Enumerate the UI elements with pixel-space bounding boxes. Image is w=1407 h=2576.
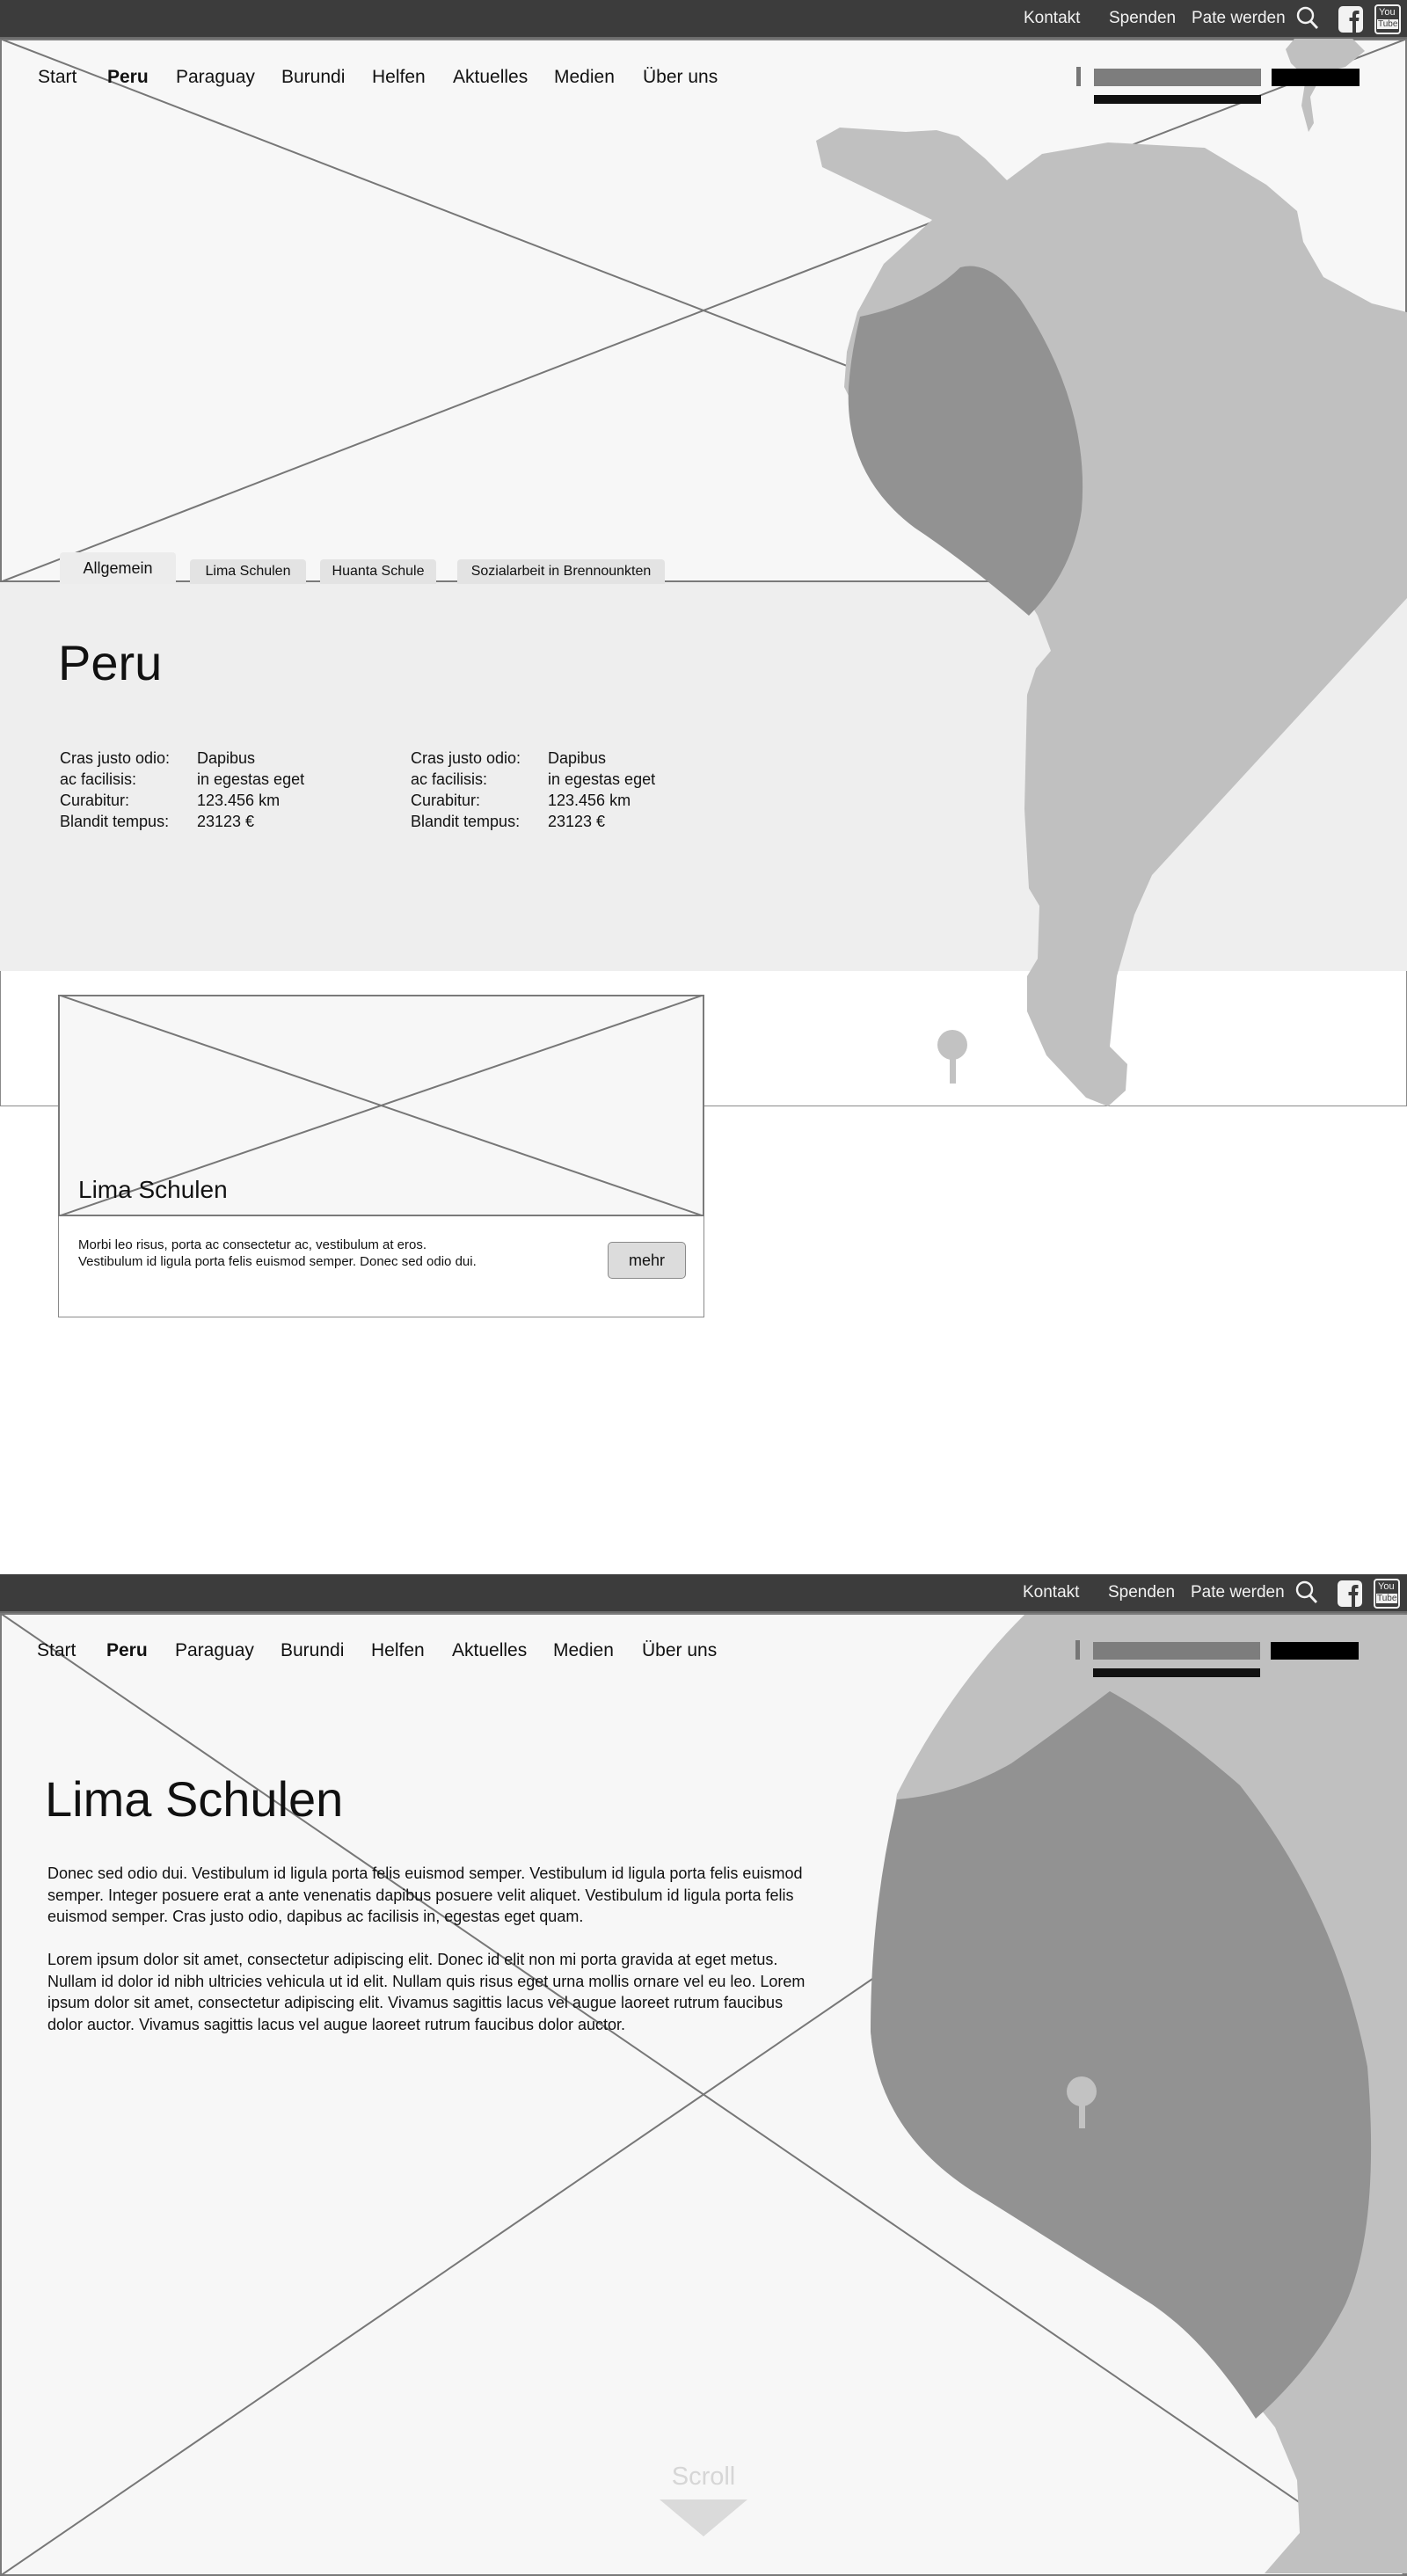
nav-item-start[interactable]: Start <box>38 67 77 87</box>
teaser-text: Morbi leo risus, porta ac consectetur ac, vestibulum at eros. Vestibulum id ligula porta felis euismod semper. Donec sed odio dui. <box>78 1237 477 1269</box>
body-paragraph: Lorem ipsum dolor sit amet, consectetur adipiscing elit. Donec id elit non mi porta gravida at eget metus. Nullam id dolor id nibh ultricies vehicula ut id elit. Nullam quis risus eget urna mollis ornare vel eu leo. Lorem ipsum dolor sit amet, consectetur adipiscing elit. Vivamus sagittis lacus vel augue laoreet rutrum faucibus dolor auctor. Vivamus sagittis lacus vel augue laoreet rutrum faucibus dolor auctor. <box>47 1951 806 2033</box>
nav-item-ueber-uns[interactable]: Über uns <box>643 67 718 87</box>
facebook-icon[interactable] <box>1337 1580 1363 1608</box>
search-cursor-mark <box>1076 67 1081 86</box>
nav-item-aktuelles[interactable]: Aktuelles <box>452 1640 528 1660</box>
more-button[interactable]: mehr <box>608 1242 686 1279</box>
search-button[interactable] <box>1271 1642 1359 1660</box>
nav-item-peru[interactable]: Peru <box>106 1640 148 1660</box>
donate-link[interactable]: Spenden <box>1109 9 1177 27</box>
nav-item-ueber-uns[interactable]: Über uns <box>642 1640 718 1660</box>
youtube-icon-line-2: Tube <box>1377 1594 1397 1603</box>
search-button[interactable] <box>1272 69 1360 86</box>
fact-value: 123.456 km <box>548 792 631 809</box>
youtube-icon-line-1: You <box>1379 7 1396 18</box>
nav-item-paraguay[interactable]: Paraguay <box>175 1640 254 1660</box>
nav-item-peru[interactable]: Peru <box>107 67 149 87</box>
facebook-icon[interactable] <box>1338 5 1364 33</box>
scroll-label[interactable]: Scroll <box>671 2463 736 2491</box>
fact-value: 123.456 km <box>197 792 281 809</box>
search-icon[interactable] <box>1296 6 1319 31</box>
search-input[interactable] <box>1094 69 1261 86</box>
youtube-icon[interactable] <box>1374 4 1401 34</box>
nav-item-start[interactable]: Start <box>37 1640 77 1660</box>
youtube-icon-line-1: You <box>1378 1581 1395 1592</box>
nav-item-aktuelles[interactable]: Aktuelles <box>453 67 529 87</box>
nav-item-burundi[interactable]: Burundi <box>281 67 346 87</box>
page-title: Peru <box>58 635 163 690</box>
donate-link[interactable]: Spenden <box>1108 1583 1176 1602</box>
search-input[interactable] <box>1093 1642 1260 1660</box>
teaser-title: Lima Schulen <box>78 1176 228 1203</box>
fact-label: Blandit tempus: <box>60 813 170 830</box>
youtube-icon[interactable] <box>1374 1579 1400 1609</box>
fact-label: Cras justo odio: <box>60 749 171 767</box>
fact-label: ac facilisis: <box>411 770 488 788</box>
youtube-icon-line-2: Tube <box>1378 19 1398 29</box>
scroll-down-arrow-icon[interactable] <box>660 2499 747 2536</box>
facts-table-right <box>411 748 762 836</box>
intro-paragraph: Donec sed odio dui. Vestibulum id ligula porta felis euismod semper. Vestibulum id ligula porta felis euismod semper. Integer posuere erat a ante venenatis dapibus posuere velit aliquet. Vestibulum id ligula porta felis euismod semper. Cras justo odio, dapibus ac facilisis in, egestas eget quam. <box>47 1864 803 1925</box>
fact-label: Blandit tempus: <box>411 813 521 830</box>
teaser-card[interactable] <box>58 995 704 1317</box>
fact-value: in egestas eget <box>197 770 305 788</box>
south-america-map <box>0 0 1407 1108</box>
page-title: Lima Schulen <box>45 1771 344 1827</box>
nav-item-helfen[interactable]: Helfen <box>372 67 426 87</box>
south-america-map-zoomed <box>0 1574 1407 2576</box>
sponsor-link[interactable]: Pate werden <box>1191 1583 1285 1602</box>
tab-sozialarbeit[interactable]: Sozialarbeit in Brennounkten <box>457 559 665 584</box>
search-input-underline <box>1094 95 1261 104</box>
fact-value: 23123 € <box>548 813 606 830</box>
nav-item-burundi[interactable]: Burundi <box>281 1640 345 1660</box>
search-input-underline <box>1093 1668 1260 1677</box>
fact-value: Dapibus <box>548 749 607 767</box>
facts-table-left <box>60 748 412 836</box>
top-bar <box>0 0 1407 39</box>
fact-label: Curabitur: <box>60 792 130 809</box>
tab-allgemein[interactable]: Allgemein <box>60 552 176 584</box>
search-cursor-mark <box>1075 1640 1080 1660</box>
nav-item-medien[interactable]: Medien <box>554 67 615 87</box>
nav-item-medien[interactable]: Medien <box>553 1640 614 1660</box>
nav-item-paraguay[interactable]: Paraguay <box>176 67 255 87</box>
teaser-image-placeholder <box>58 995 704 1216</box>
top-bar <box>0 1574 1407 1613</box>
fact-value: 23123 € <box>197 813 255 830</box>
sponsor-link[interactable]: Pate werden <box>1192 9 1286 27</box>
fact-label: ac facilisis: <box>60 770 137 788</box>
search-icon[interactable] <box>1295 1580 1318 1605</box>
fact-value: Dapibus <box>197 749 256 767</box>
tab-huanta-schule[interactable]: Huanta Schule <box>320 559 436 584</box>
fact-label: Cras justo odio: <box>411 749 521 767</box>
contact-link[interactable]: Kontakt <box>1024 9 1081 27</box>
nav-item-helfen[interactable]: Helfen <box>371 1640 425 1660</box>
page-1 <box>0 0 1407 1269</box>
tab-lima-schulen[interactable]: Lima Schulen <box>190 559 306 584</box>
contact-link[interactable]: Kontakt <box>1023 1583 1080 1602</box>
page-2 <box>0 1574 1407 2576</box>
fact-value: in egestas eget <box>548 770 656 788</box>
fact-label: Curabitur: <box>411 792 481 809</box>
